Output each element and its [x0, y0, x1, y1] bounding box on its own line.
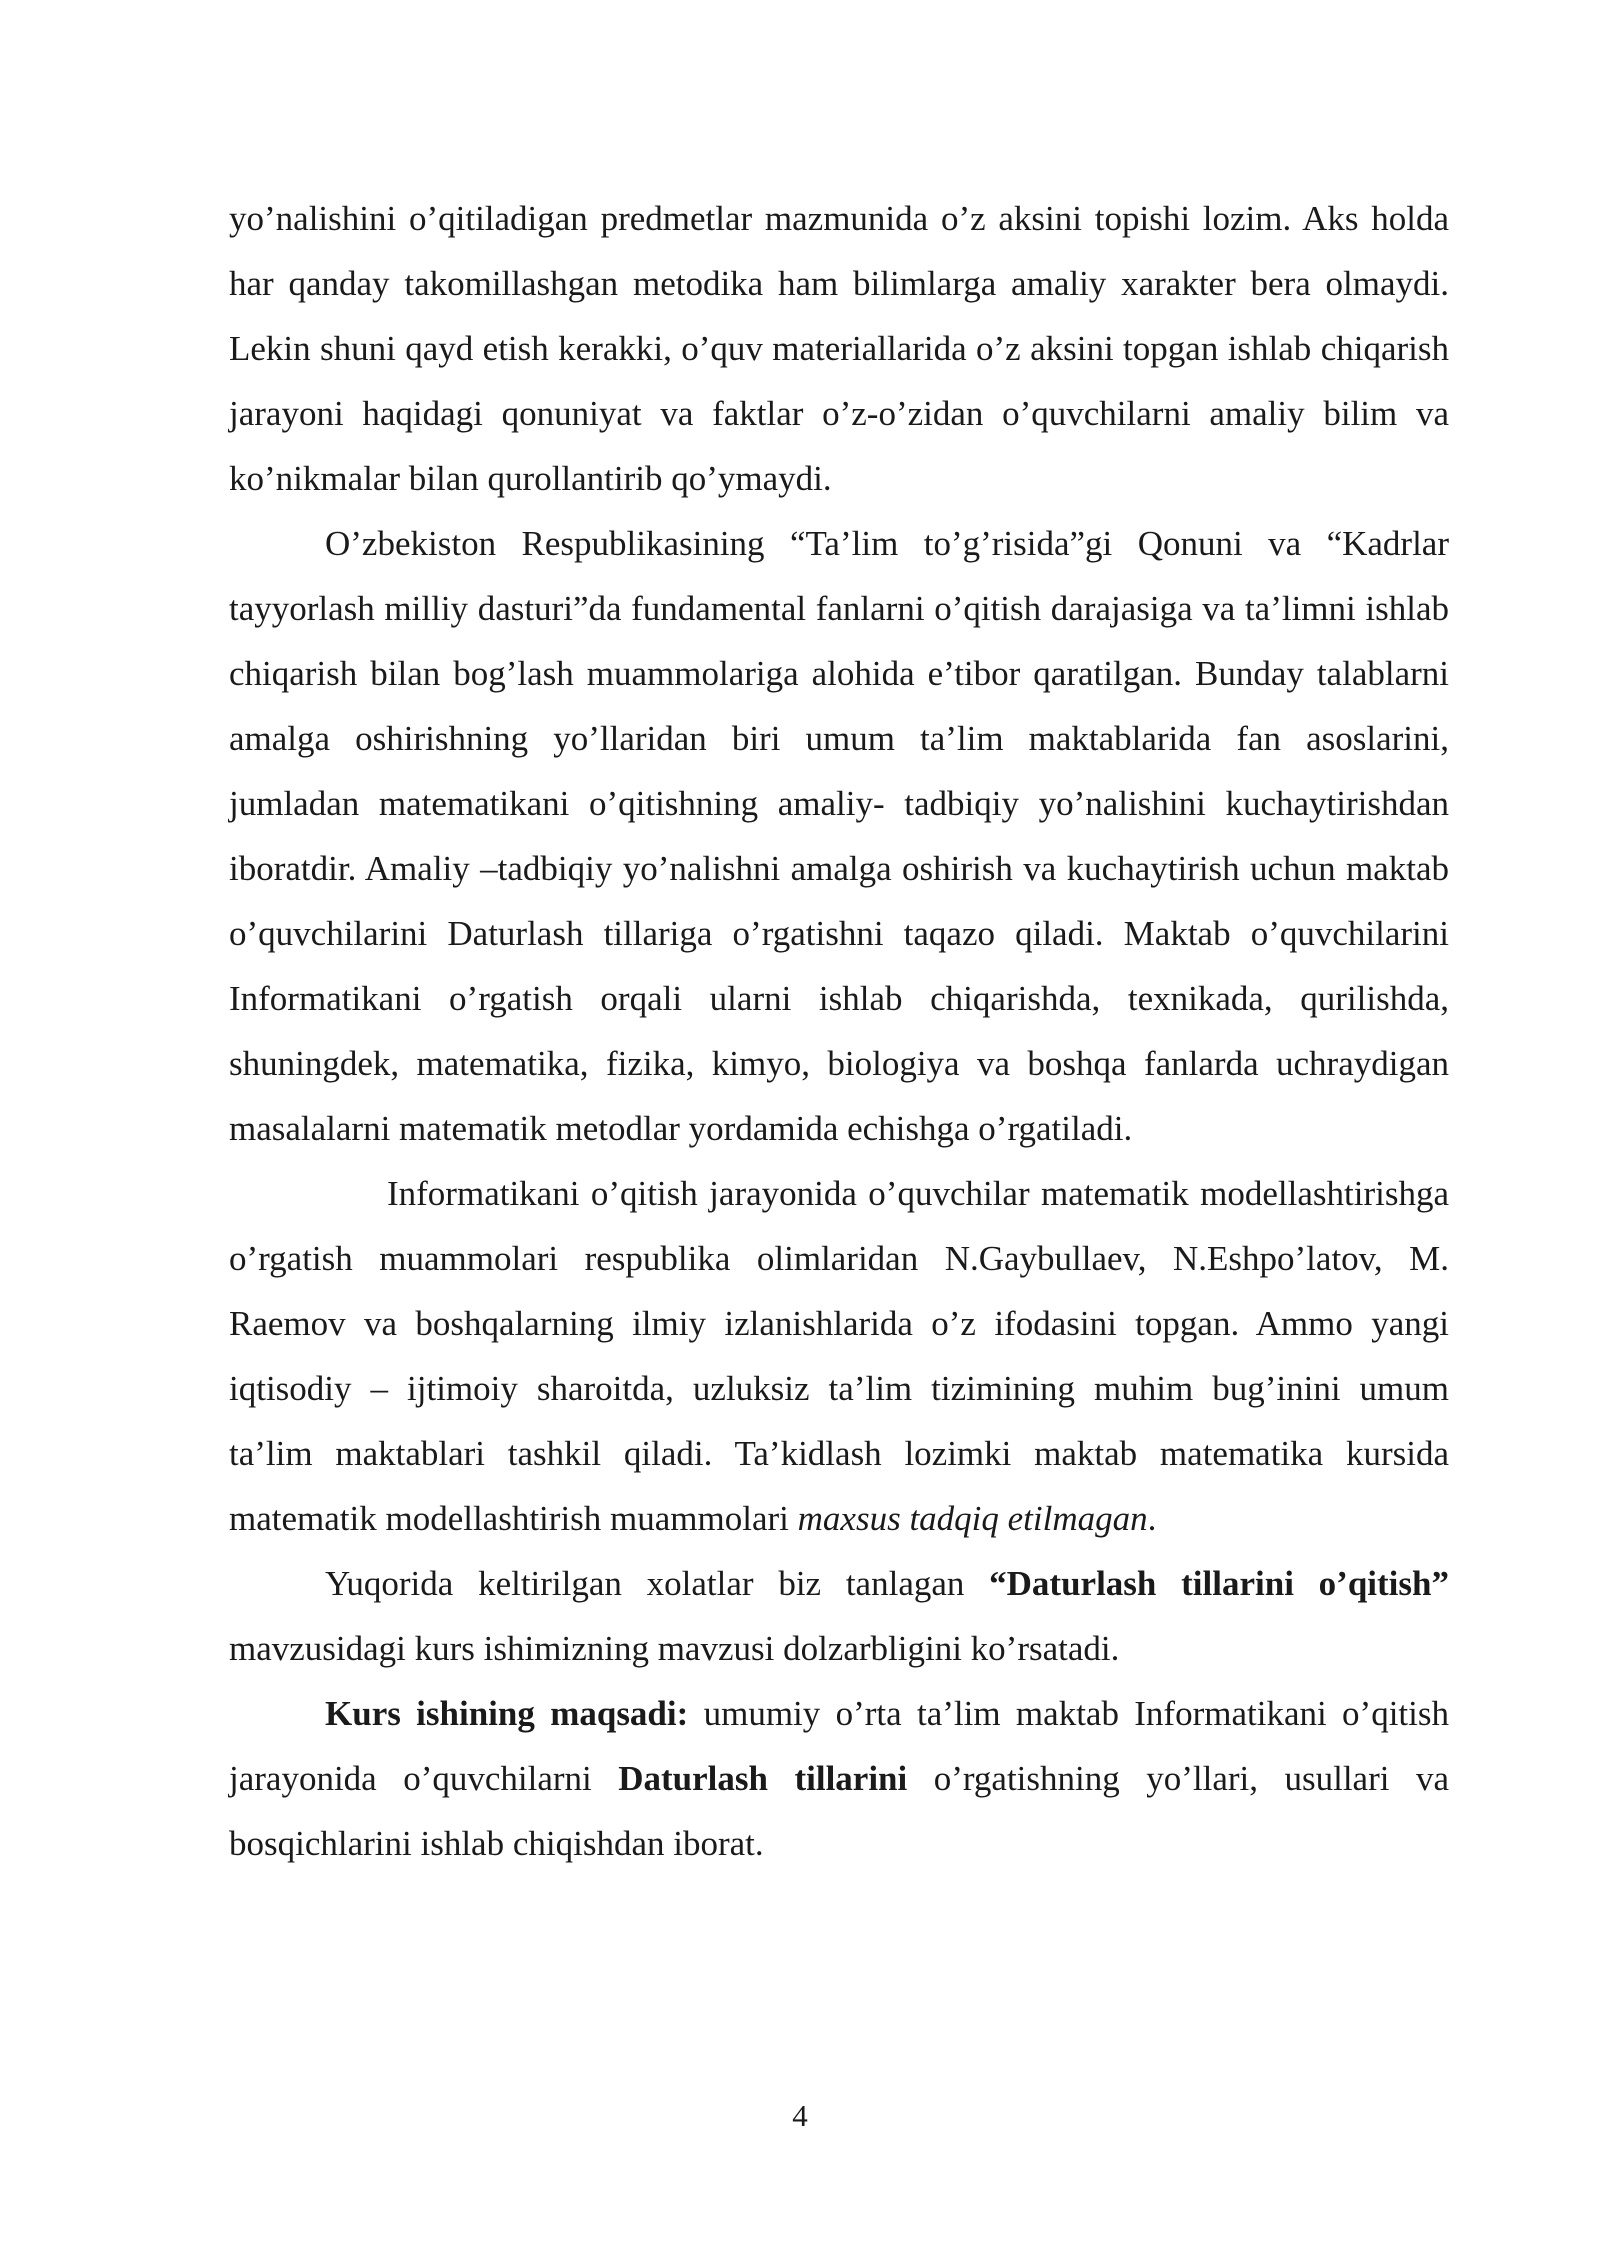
paragraph-3-text: Informatikani o’qitish jarayonida o’quvchilar matematik modellashtirishga o’rgatish muammolari respublika olimlaridan N.Gaybullaev, N.Eshpo’latov, M. Raemov va boshqalarning ilmiy izlanishlarida o’z ifodasini topgan. Ammo yangi iqtisodiy – ijtimoiy sharoitda, uzluksiz ta’lim tizimining muhim bug’inini umum ta’lim maktablari tashkil qiladi. Ta’kidlash lozimki maktab matematika kursida matematik modellashtirish muammolari: [229, 1174, 1449, 1538]
paragraph-4-topic: “Daturlash tillarini o’qitish”: [989, 1564, 1449, 1603]
paragraph-4: [229, 1551, 1449, 1681]
paragraph-5-bold: Daturlash tillarini: [618, 1759, 908, 1798]
page-number: 4: [792, 2098, 808, 2133]
body-text: [229, 186, 1449, 1876]
paragraph-3-end: .: [1147, 1499, 1157, 1538]
paragraph-1: yo’nalishini o’qitiladigan predmetlar mazmunida o’z aksini topishi lozim. Aks holda har qanday takomillashgan metodika ham bilimlarga amaliy xarakter bera olmaydi. Lekin shuni qayd etish kerakki, o’quv materiallarida o’z aksini topgan ishlab chiqarish jarayoni haqidagi qonuniyat va faktlar o’z-o’zidan o’quvchilarni amaliy bilim va ko’nikmalar bilan qurollantirib qo’ymaydi.: [229, 199, 1449, 498]
paragraph-5-end: o’rgatishning yo’llari, usullari va bosqichlarini ishlab chiqishdan iborat.: [229, 1759, 1449, 1863]
paragraph-2: O’zbekiston Respublikasining “Ta’lim to’g’risida”gi Qonuni va “Kadrlar tayyorlash milliy dasturi”da fundamental fanlarni o’qitish darajasiga va ta’limni ishlab chiqarish bilan bog’lash muammolariga alohida e’tibor qaratilgan. Bunday talablarni amalga oshirishning yo’llaridan biri umum ta’lim maktablarida fan asoslarini, jumladan matematikani o’qitishning amaliy- tadbiqiy yo’nalishini kuchaytirishdan iboratdir. Amaliy –tadbiqiy yo’nalishni amalga oshirish va kuchaytirish uchun maktab o’quvchilarini Daturlash tillariga o’rgatishni taqazo qiladi. Maktab o’quvchilarini Informatikani o’rgatish orqali ularni ishlab chiqarishda, texnikada, qurilishda, shuningdek, matematika, fizika, kimyo, biologiya va boshqa fanlarda uchraydigan masalalarni matematik metodlar yordamida echishga o’rgatiladi.: [229, 524, 1449, 1148]
paragraph-4-end: mavzusidagi kurs ishimizning mavzusi dolzarbligini ko’rsatadi.: [229, 1629, 1120, 1668]
paragraph-5-label: Kurs ishining maqsadi:: [325, 1694, 689, 1733]
paragraph-3-italic: maxsus tadqiq etilmagan: [797, 1499, 1148, 1538]
paragraph-5: [229, 1681, 1449, 1876]
paragraph-3: [229, 1161, 1449, 1551]
paragraph-5-mid: umumiy o’rta ta’lim maktab Informatikani o’qitish jarayonida o’quvchilarni: [229, 1694, 1449, 1798]
paragraph-4-start: Yuqorida keltirilgan xolatlar biz tanlagan: [325, 1564, 990, 1603]
